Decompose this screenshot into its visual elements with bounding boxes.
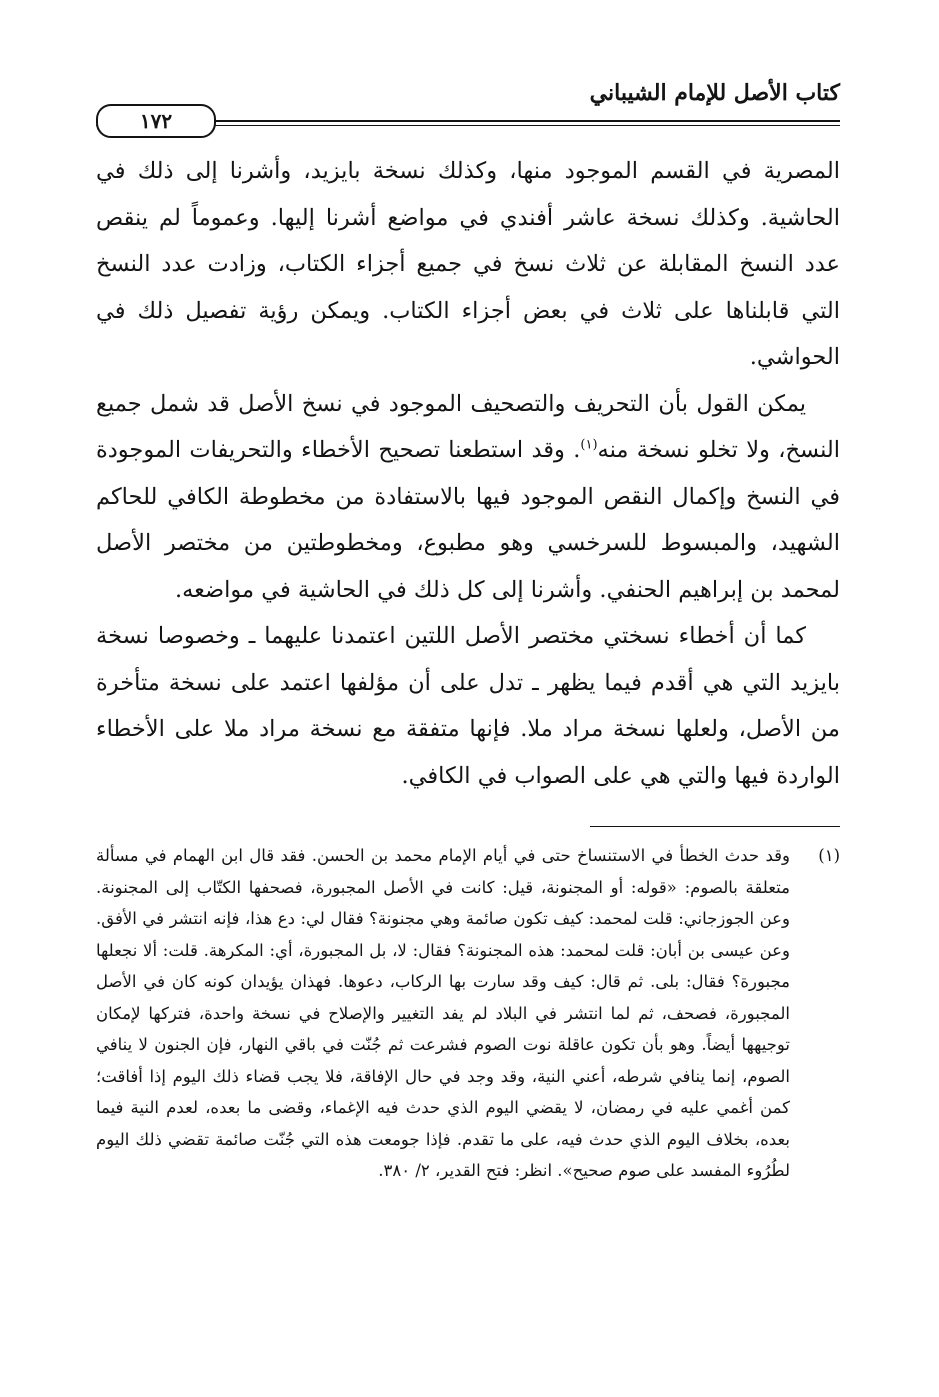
paragraph-3: كما أن أخطاء نسختي مختصر الأصل اللتين اعتمدنا عليهما ـ وخصوصا نسخة بايزيد التي هي أقدم فيما يظهر ـ تدل على أن مؤلفها اعتمد على نسخة متأخرة من الأصل، ولعلها نسخة مراد ملا. فإنها متفقة مع نسخة مراد ملا على الأخطاء الواردة فيها والتي هي على الصواب في الكافي. bbox=[96, 623, 840, 789]
paragraph-2-part-2: . وقد استطعنا تصحيح الأخطاء والتحريفات الموجودة في النسخ وإكمال النقص الموجود فيها بالاستفادة من مخطوطة الكافي للحاكم الشهيد، والمبسوط للسرخسي وهو مطبوع، ومخطوطتين من مختصر الأصل لمحمد بن إبراهيم الحنفي. وأشرنا إلى كل ذلك في الحاشية في مواضعه. bbox=[96, 437, 840, 603]
paragraph-1: المصرية في القسم الموجود منها، وكذلك نسخة بايزيد، وأشرنا إلى ذلك في الحاشية. وكذلك نسخة عاشر أفندي في مواضع أشرنا إليها. وعموماً لم ينقص عدد النسخ المقابلة عن ثلاث نسخ في جميع أجزاء الكتاب، وزادت عدد النسخ التي قابلناها على ثلاث في بعض أجزاء الكتاب. ويمكن رؤية تفصيل ذلك في الحواشي. bbox=[96, 158, 840, 370]
footnote-separator bbox=[590, 826, 840, 827]
main-text bbox=[96, 148, 840, 799]
book-title: كتاب الأصل للإمام الشيباني bbox=[589, 80, 840, 106]
paragraph-2 bbox=[96, 381, 840, 614]
footnote bbox=[96, 840, 840, 1187]
footnote-number: (١) bbox=[818, 846, 840, 865]
footnote-marker: (١) bbox=[580, 437, 598, 453]
page-number: ١٧٢ bbox=[96, 104, 216, 138]
page-header bbox=[96, 72, 840, 142]
footnote-text: وقد حدث الخطأ في الاستنساخ حتى في أيام الإمام محمد بن الحسن. فقد قال ابن الهمام في مسألة متعلقة بالصوم: «قوله: أو المجنونة، قيل: كانت في الأصل المجبورة، فصحفها الكتّاب إلى المجنونة. وعن الجوزجاني: قلت لمحمد: كيف تكون صائمة وهي مجنونة؟ فقال لي: دع هذا، فإنه انتشر في الأفق. وعن عيسى بن أبان: قلت لمحمد: هذه المجنونة؟ فقال: لا، بل المجبورة، أي: المكرهة. قلت: ألا نجعلها مجبورة؟ فقال: بلى. ثم قال: كيف وقد سارت بها الركاب، دعوها. فهذان يؤيدان كونه كان في الأصل المجبورة، فصحف، ثم لما انتشر في البلاد لم يفد التغيير والإصلاح في نسخة واحدة، فتركها لإمكان توجيهها أيضاً. وهو بأن تكون عاقلة نوت الصوم فشرعت ثم جُنّت في باقي النهار، فإن الجنون لا ينافي الصوم، إنما ينافي شرطه، أعني النية، وقد وجد في حال الإفاقة، فلا يجب قضاء ذلك اليوم إذا أفاقت؛ كمن أغمي عليه في رمضان، لا يقضي اليوم الذي حدث فيه الإغماء، وقضى ما بعده، لعدم النية فيما بعده، بخلاف اليوم الذي حدث فيه، على ما تقدم. فإذا جومعت هذه التي جُنّت صائمة تقضي ذلك اليوم لطُرُوء المفسد على صوم صحيح». انظر: فتح القدير، ٢/ ٣٨٠. bbox=[96, 846, 790, 1180]
paragraph-2-part-1: يمكن القول بأن التحريف والتصحيف الموجود في نسخ الأصل قد شمل جميع النسخ، ولا تخلو نسخة منه bbox=[96, 390, 840, 463]
